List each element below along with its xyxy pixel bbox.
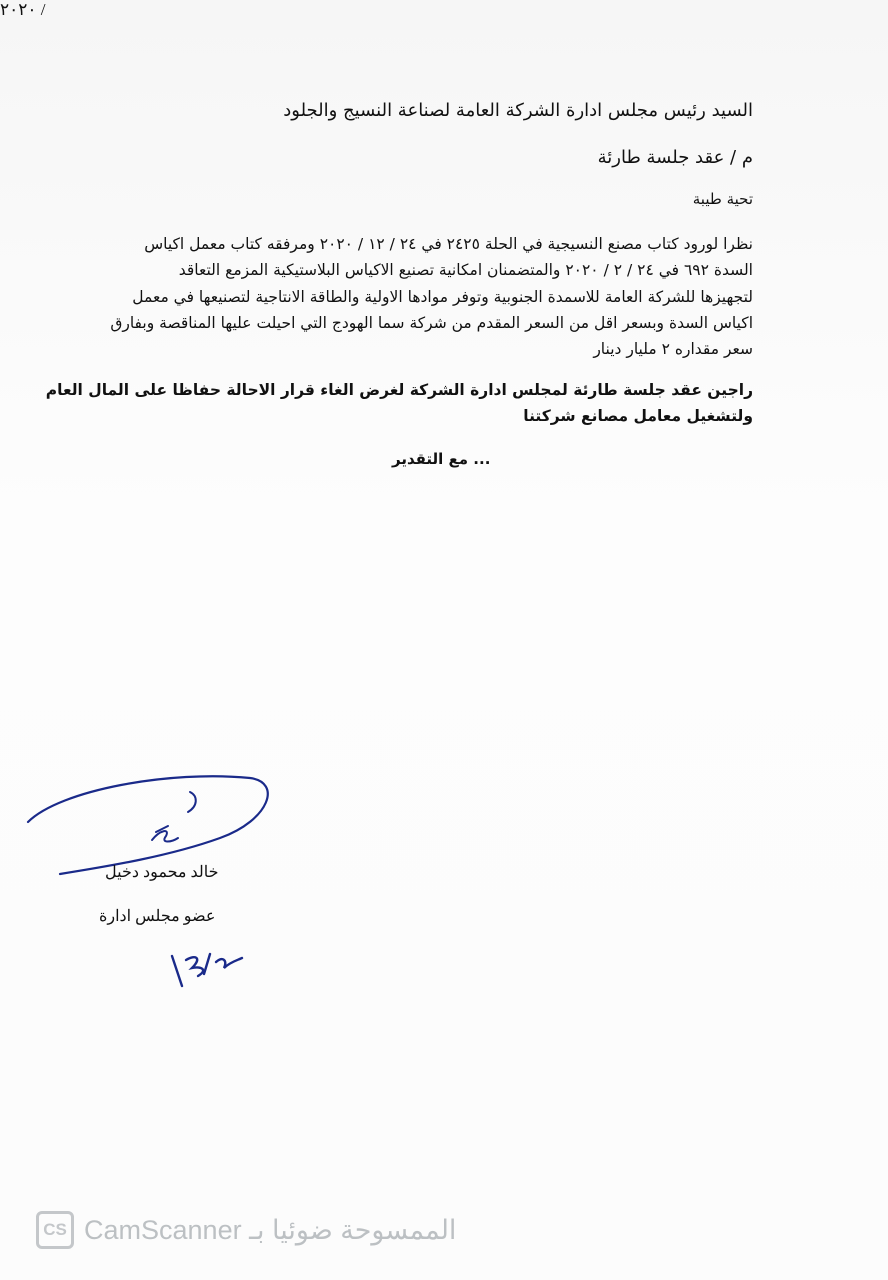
body-line-4: اكياس السدة وبسعر اقل من السعر المقدم من شركة سما الهودج التي احيلت عليها المناقصة وبفارق bbox=[110, 314, 753, 332]
letter-subject: م / عقد جلسة طارئة bbox=[597, 147, 753, 168]
signatory-title: عضو مجلس ادارة bbox=[99, 908, 216, 925]
camscanner-logo-icon: CS bbox=[36, 1211, 74, 1249]
camscanner-watermark bbox=[36, 1208, 516, 1252]
signatory-name: خالد محمود دخيل bbox=[105, 864, 219, 881]
signature-date: ٢٠٢٠ / bbox=[0, 0, 46, 19]
camscanner-watermark-text: الممسوحة ضوئيا بـ CamScanner bbox=[84, 1214, 457, 1245]
letter-regards: ... مع التقدير bbox=[392, 450, 491, 468]
body-line-2: السدة ٦٩٢ في ٢٤ / ٢ / ٢٠٢٠ والمتضمنان امكانية تصنيع الاكياس البلاستيكية المزمع التعاقد bbox=[178, 261, 753, 279]
body-line-3: لتجهيزها للشركة العامة للاسمدة الجنوبية وتوفر موادها الاولية والطاقة الانتاجية لتصنيعها في معمل bbox=[132, 288, 753, 306]
letter-greeting: تحية طيبة bbox=[692, 190, 753, 208]
letter-addressee: السيد رئيس مجلس ادارة الشركة العامة لصناعة النسيج والجلود bbox=[283, 100, 753, 121]
request-line-2: ولتشغيل معامل مصانع شركتنا bbox=[523, 407, 753, 425]
body-line-5: سعر مقداره ٢ مليار دينار bbox=[593, 340, 753, 358]
handwritten-date-scribble bbox=[168, 946, 248, 990]
request-line-1: راجين عقد جلسة طارئة لمجلس ادارة الشركة لغرض الغاء قرار الاحالة حفاظا على المال العام bbox=[45, 381, 753, 399]
body-line-1: نظرا لورود كتاب مصنع النسيجية في الحلة ٢٤٢٥ في ٢٤ / ١٢ / ٢٠٢٠ ومرفقه كتاب معمل اكياس bbox=[144, 235, 753, 253]
